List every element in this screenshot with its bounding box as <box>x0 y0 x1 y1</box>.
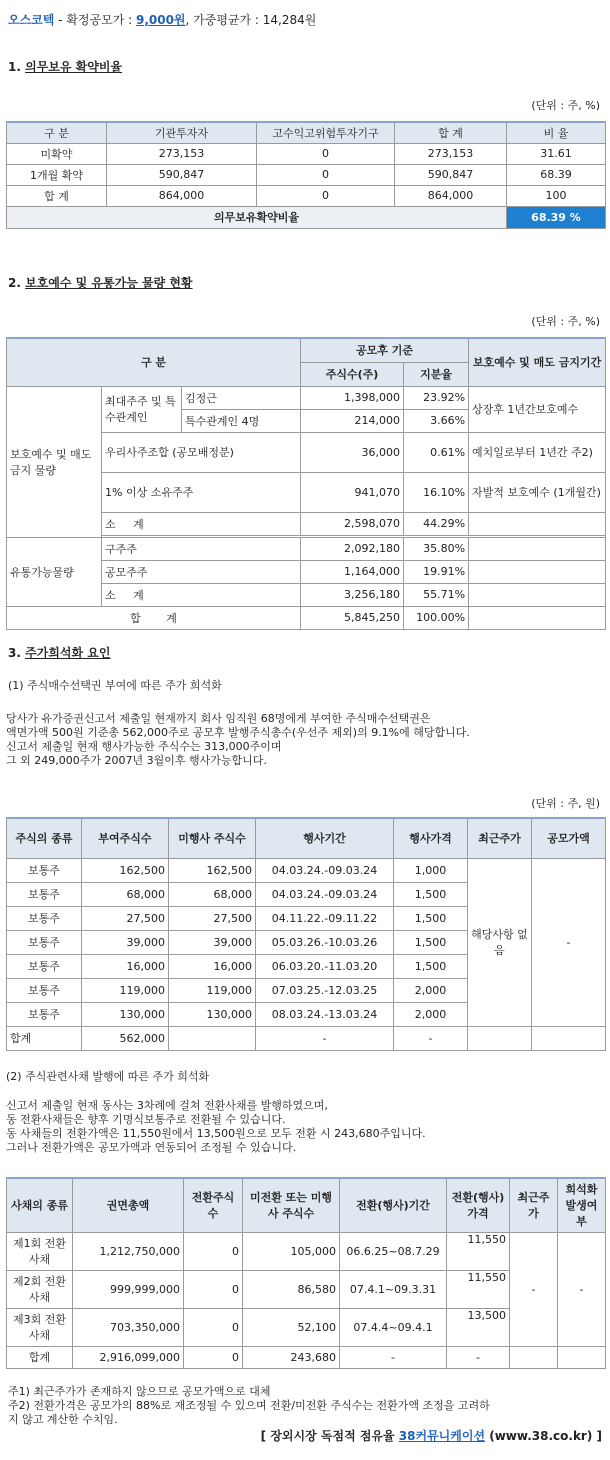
table-row: 미확약 273,153 0 273,153 31.61 <box>7 143 606 164</box>
th-highyield: 고수익고위험투자기구 <box>257 122 395 143</box>
footnote-1: 주1) 최근주가가 존재하지 않으므로 공모가액으로 대체 <box>8 1385 271 1398</box>
th-shares: 주식수(주) <box>301 362 404 386</box>
table-row: 제2회 전환사채 999,999,000 0 86,580 07.4.1~09.3.31 11,550 <box>7 1270 606 1308</box>
footer: [ 장외시장 독점적 점유율 38커뮤니케이션 (www.38.co.kr) ] <box>260 1429 602 1443</box>
section3-unit: (단위 : 주, 원) <box>531 797 600 810</box>
th-basis: 공모후 기준 <box>301 338 469 362</box>
group-major: 최대주주 및 특수관계인 <box>102 386 182 432</box>
table-row: 1% 이상 소유주주 941,070 16.10% 자발적 보호예수 (1개월간) <box>7 472 606 512</box>
table-row: 보통주 16,000 16,000 06.03.20.-11.03.20 1,500 <box>7 954 606 978</box>
footnote-2-cont: 지 않고 계산한 수치임. <box>8 1413 118 1426</box>
section3-sub2: (2) 주식관련사채 발행에 따른 주가 희석화 <box>6 1070 210 1083</box>
table-row: 보통주 39,000 39,000 05.03.26.-10.03.26 1,500 <box>7 930 606 954</box>
th-institution: 기관투자자 <box>107 122 257 143</box>
table-row: 우리사주조합 (공모배정분) 36,000 0.61% 예치일로부터 1년간 주2) <box>7 432 606 472</box>
table-row: 합 계 864,000 0 864,000 100 <box>7 185 606 206</box>
page-header <box>8 11 316 28</box>
table-row: 보통주 119,000 119,000 07.03.25.-12.03.25 2,000 <box>7 978 606 1002</box>
company-name: 오스코텍 <box>8 13 55 27</box>
section3-para2: 신고서 제출일 현재 동사는 3차례에 걸쳐 전환사채를 발행하였으며, 동 전환사채들은 향후 기명식보통주로 전환될 수 있습니다. 동 사채들의 전환가액은 11,550원에서 13,500원으로 모두 전환 시 243,680주입니다. 그러나 전환가액은 공모가액과 연동되어 조정될 수 있습니다. <box>6 1099 426 1154</box>
table-row: 보통주 162,500 162,500 04.03.24.-09.03.24 1,000 해당사항 없음 - <box>7 858 606 882</box>
cb-recent: - <box>510 1232 558 1346</box>
summary-label: 의무보유확약비율 <box>7 206 507 228</box>
total-row: 합계 2,916,099,000 0 243,680 - - <box>7 1346 606 1368</box>
avg-price: , 가중평균가 : 14,284원 <box>185 13 317 27</box>
th-gubun: 구 분 <box>7 122 107 143</box>
table-row: 제3회 전환사채 703,350,000 0 52,100 07.4.4~09.4.1 13,500 <box>7 1308 606 1346</box>
section1-unit: (단위 : 주, %) <box>531 99 600 112</box>
table-row: 소 계 3,256,180 55.71% <box>7 583 606 606</box>
protection-table <box>6 337 606 630</box>
total-row: 합 계 5,845,250 100.00% <box>7 606 606 629</box>
footnote-2: 주2) 전환가격은 공모가의 88%로 재조정될 수 있으며 전환/미전환 주식수는 전환가액 조정을 고려하 <box>8 1399 490 1412</box>
section2-title: 2. 보호예수 및 유통가능 물량 현황 <box>8 276 193 290</box>
group-float: 유통가능물량 <box>7 537 102 606</box>
section2-unit: (단위 : 주, %) <box>531 315 600 328</box>
th-total: 합 계 <box>395 122 507 143</box>
group-protect: 보호예수 및 매도금지 물량 <box>7 386 102 537</box>
table-row: 보통주 27,500 27,500 04.11.22.-09.11.22 1,500 <box>7 906 606 930</box>
th-ratio: 지분율 <box>404 362 469 386</box>
th-ratio: 비 율 <box>507 122 606 143</box>
table-row: 특수관계인 4명 214,000 3.66% <box>7 409 606 432</box>
table-row: 공모주주 1,164,000 19.91% <box>7 560 606 583</box>
table-row: 보통주 130,000 130,000 08.03.24.-13.03.24 2,000 <box>7 1002 606 1026</box>
footer-link[interactable]: 38커뮤니케이션 <box>398 1429 486 1443</box>
table-row: 제1회 전환사채 1,212,750,000 0 105,000 06.6.25~08.7.29 11,550 - - <box>7 1232 606 1270</box>
opt-recent: 해당사항 없음 <box>468 858 532 1026</box>
section1-title: 1. 의무보유 확약비율 <box>8 60 123 74</box>
table-row: 유통가능물량 구주주 2,092,180 35.80% <box>7 537 606 560</box>
th-restrict: 보호예수 및 매도 금지기간 <box>469 338 606 386</box>
table-row: 1개월 확약 590,847 0 590,847 68.39 <box>7 164 606 185</box>
total-row: 합계 562,000 - - <box>7 1026 606 1050</box>
table-row: 보통주 68,000 68,000 04.03.24.-09.03.24 1,500 <box>7 882 606 906</box>
table-row: 보호예수 및 매도금지 물량 최대주주 및 특수관계인 김정근 1,398,000 23.92% 상장후 1년간보호예수 <box>7 386 606 409</box>
footnotes <box>8 1385 604 1427</box>
cb-dilute: - <box>558 1232 606 1346</box>
cb-table: 사채의 종류 권면총액 전환주식수 미전환 또는 미행사 주식수 전환(행사)기간 전환(행사) 가격 최근주가 희석화 발생여부 제1회 전환사채 1,212,750,000 0 105,000 06.6.25~08.7.29 11,550 - - 제2회 전환사채 999,999,000 0 86,580 07.4.1~09.3.31 11,550 제3회 전환사채 703,350,000 0 52,100 07.4.4~09.4.1 13,500 합계 2,916,099,000 0 243,680 - - <box>6 1177 606 1369</box>
ipo-price: 9,000원 <box>135 13 186 27</box>
th-gubun: 구 분 <box>7 338 301 386</box>
section3-title: 3. 주가희석화 요인 <box>8 646 111 660</box>
price-label: - 확정공모가 : <box>54 13 136 27</box>
section3-para1: 당사가 유가증권신고서 제출일 현재까지 회사 임직원 68명에게 부여한 주식매수선택권은 액면가액 500원 기준총 562,000주로 공모후 발행주식총수(우선주 제외)의 9.1%에 해당합니다. 신고서 제출일 현재 행사가능한 주식수는 313,000주이며 그 외 249,000주가 2007년 3월이후 행사가능합니다. <box>6 712 470 767</box>
lockup-table <box>6 121 606 229</box>
option-table: 주식의 종류 부여주식수 미행사 주식수 행사기간 행사가격 최근주가 공모가액 보통주 162,500 162,500 04.03.24.-09.03.24 1,000 해당사항 없음 - 보통주 68,000 68,000 04.03.24.-09.03.24 1,500 보통주 27,500 27,500 04.11.22.-09.11.22 1,500 보통주 39,000 39,000 05.03.26.-10.03.26 1,500 보통주 16,000 16,000 06.03.20.-11.03.20 1,500 보통주 119,000 119,000 07.03.25.-12.03.25 2,000 보통주 130,000 130,000 08.03.24.-13.03.24 2,000 합계 562,000 - - <box>6 817 606 1051</box>
summary-value: 68.39 % <box>507 206 606 228</box>
opt-ipo: - <box>532 858 606 1026</box>
section3-sub1: (1) 주식매수선택권 부여에 따른 주가 희석화 <box>8 679 222 692</box>
table-row: 소 계 2,598,070 44.29% <box>7 512 606 535</box>
summary-row <box>7 206 606 228</box>
